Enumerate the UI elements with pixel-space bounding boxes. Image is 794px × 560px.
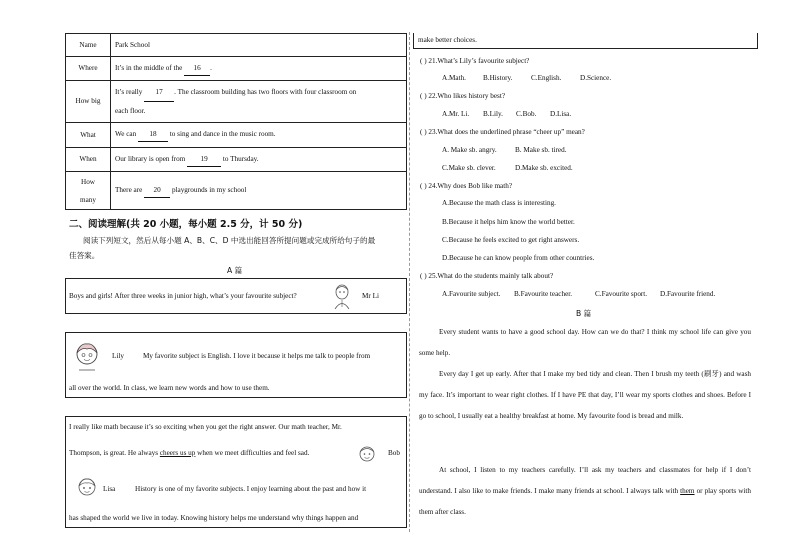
row-label: Where (66, 57, 111, 81)
table-row (66, 172, 407, 210)
option: B.Favourite teacher. (514, 290, 573, 298)
answer-blank: 20 (144, 184, 170, 198)
part-a-title: A 篇 (227, 266, 243, 275)
speaker-name: Bob (388, 449, 400, 457)
row-label-line: How (81, 177, 95, 186)
answer-blank: 18 (138, 128, 168, 142)
lily-text: all over the world. In class, we learn new words and how to use them. (69, 384, 270, 392)
bob-text-part: when we meet difficulties and feel sad. (195, 449, 310, 457)
lisa-continued-box (413, 33, 758, 49)
answer-blank: 17 (144, 83, 174, 102)
answer-blank: 16 (184, 62, 210, 76)
option: A.Because the math class is interesting. (442, 199, 556, 207)
question-21: ( ) 21.What’s Lily’s favourite subject? (420, 57, 530, 65)
speaker-name: Mr Li (362, 292, 379, 300)
part-b-title: B 篇 (576, 309, 592, 318)
option: B.Because it helps him know the world better. (442, 218, 575, 226)
table-row (66, 81, 407, 123)
option: A. Make sb. angry. (442, 146, 497, 154)
option: A.Favourite subject. (442, 290, 501, 298)
school-info-table (65, 33, 407, 210)
lisa-text: History is one of my favorite subjects. I enjoy learning about the past and how it (135, 485, 367, 493)
bob-text-part: Thompson, is great. He always (69, 449, 160, 457)
option: C.Bob. (516, 110, 537, 118)
option: A.Mr. Li. (442, 110, 470, 118)
option: A.Math. (442, 74, 466, 82)
option: C.Favourite sport. (595, 290, 648, 298)
table-row (66, 148, 407, 172)
row-value (111, 148, 407, 172)
row-label: When (66, 148, 111, 172)
row-value (111, 57, 407, 81)
section-heading: 二、阅读理解(共 20 小题，每小题 2.5 分，计 50 分) (69, 219, 303, 230)
speaker-name: Lisa (103, 485, 116, 493)
question-22: ( ) 22.Who likes history best? (420, 92, 506, 100)
row-text: to Thursday. (221, 154, 259, 163)
option: D.Favourite friend. (660, 290, 716, 298)
intro-text: Boys and girls! After three weeks in junior high, what’s your favourite subject? (69, 292, 297, 300)
passage-b-paragraph (419, 460, 751, 523)
option: C.Make sb. clever. (442, 164, 496, 172)
row-value (111, 34, 407, 57)
row-label: Name (66, 34, 111, 57)
row-value (111, 172, 407, 210)
row-text: to sing and dance in the music room. (167, 130, 276, 138)
bob-text (69, 449, 309, 457)
passage-b-paragraph: Every student wants to have a good school day. How can we do that? I think my school life can give you some help. (419, 328, 751, 357)
option: C.English. (531, 74, 562, 82)
row-text: Our library is open from (115, 154, 188, 163)
answer-blank: 19 (187, 153, 221, 167)
option: D.Lisa. (550, 110, 572, 118)
row-value (111, 123, 407, 148)
speaker-name: Lily (112, 352, 124, 360)
column-divider (409, 32, 410, 532)
option: B. Make sb. tired. (515, 146, 567, 154)
girl-avatar-icon (76, 477, 98, 497)
row-text: Park School (115, 40, 150, 49)
passage-b-paragraph: Every day I get up early. After that I make my bed tidy and clean. Then I brush my teeth (刷牙) and wash my face. It’s important to wear right clothes. If I have PE that day, I’ll wear my sports clothes and shoes. Before I go to school, I usually eat a healthy breakfast at home. My favourite food is bread and milk. (419, 370, 751, 420)
row-label: How big (66, 81, 111, 123)
option: C.Because he feels excited to get right answers. (442, 236, 580, 244)
instruction-line: 阅读下列短文，然后从每小题 A、B、C、D 中选出能回答所提问题或完成所给句子的最 (83, 236, 376, 245)
row-label (66, 172, 111, 210)
lisa-text: make better choices. (418, 36, 477, 44)
bob-lisa-box (65, 416, 407, 528)
row-text: playgrounds in my school (170, 185, 247, 194)
table-row (66, 123, 407, 148)
row-text: . The classroom building has two floors with four classroom on (174, 88, 357, 96)
intro-box (65, 278, 407, 314)
row-text: There are (115, 185, 145, 194)
question-25: ( ) 25.What do the students mainly talk about? (420, 272, 554, 280)
option: D.Because he can know people from other countries. (442, 254, 595, 262)
lisa-text: has shaped the world we live in today. Knowing history helps me understand why things happen and (69, 514, 359, 522)
table-row (66, 34, 407, 57)
row-text: It’s really (115, 88, 145, 96)
underlined-word: them (680, 487, 695, 495)
paragraph-text: or play sports with them after class. (419, 487, 751, 516)
teacher-avatar-icon (332, 283, 352, 309)
lily-box (65, 332, 407, 398)
option: D.Science. (580, 74, 612, 82)
underlined-phrase: cheers us up (159, 449, 196, 457)
instruction-line: 佳答案。 (69, 251, 100, 260)
row-value (111, 81, 407, 123)
bob-text: I really like math because it’s so exciting when you get the right answer. Our math teacher, Mr. (69, 423, 342, 431)
boy-avatar-icon (358, 444, 376, 464)
lily-text: My favorite subject is English. I love it because it helps me talk to people from (143, 352, 371, 360)
girl-avatar-icon (74, 341, 100, 373)
row-text: each floor. (115, 107, 146, 115)
option: B.Lily. (483, 110, 503, 118)
table-row (66, 57, 407, 81)
paragraph-text: At school, I listen to my teachers carefully. I’ll ask my teachers and classmates for help if I don’t understand. I also like to make friends. I make many friends at school. I always talk with (419, 466, 751, 495)
row-label-line: many (80, 195, 96, 204)
row-text: . (210, 63, 212, 72)
row-text: We can (115, 130, 138, 138)
row-text: It’s in the middle of the (115, 63, 185, 72)
question-24: ( ) 24.Why does Bob like math? (420, 182, 513, 190)
option: D.Make sb. excited. (515, 164, 573, 172)
row-label: What (66, 123, 111, 148)
question-23: ( ) 23.What does the underlined phrase “cheer up” mean? (420, 128, 585, 136)
option: B.History. (483, 74, 513, 82)
